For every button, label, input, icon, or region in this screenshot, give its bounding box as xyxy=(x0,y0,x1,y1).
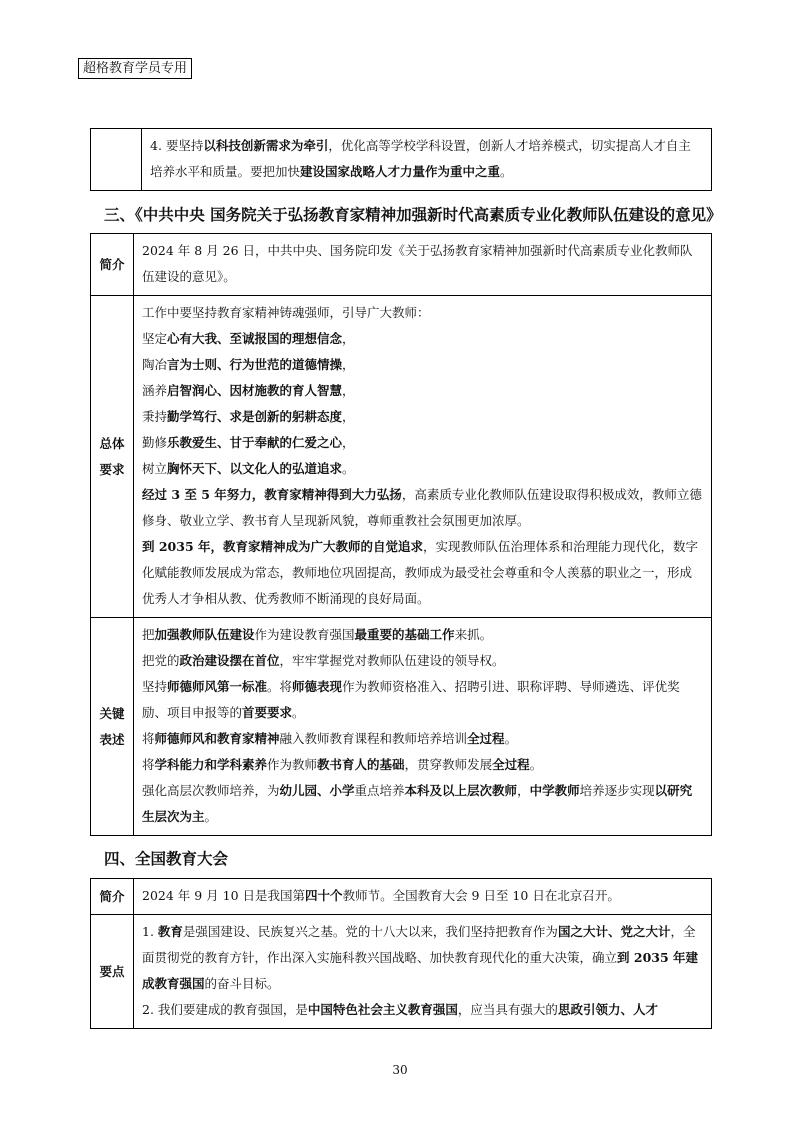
bold-text: 思政引领力、人才 xyxy=(557,1002,658,1017)
bold-text: 言为士则、行为世范的道德情操 xyxy=(167,357,343,372)
bold-text: 胸怀天下、以文化人的弘道追求 xyxy=(167,461,343,476)
text-run: 2. 我们要建成的教育强国，是 xyxy=(142,1002,308,1017)
paragraph-line xyxy=(142,648,703,674)
text-run: 融入教师教育课程和教师培养培训 xyxy=(279,731,468,746)
text-run: 重点培养 xyxy=(354,783,405,798)
bold-text: 到 2035 年，教育家精神成为广大教师的自觉追求 xyxy=(142,539,423,554)
header-tag: 超格教育学员专用 xyxy=(78,58,192,79)
text-run: 来抓。 xyxy=(454,627,493,642)
bold-text: 经过 3 至 5 年努力，教育家精神得到大力弘扬 xyxy=(142,487,402,502)
bold-text: 政治建设摆在首位 xyxy=(179,653,280,668)
paragraph-line xyxy=(142,752,703,778)
bold-text: 启智润心、因材施教的育人智慧 xyxy=(167,383,343,398)
table1-content xyxy=(142,129,712,191)
text-run: 2024 年 9 月 10 日是我国第 xyxy=(142,888,306,903)
conference-intro xyxy=(134,879,712,915)
table-education-conference xyxy=(90,878,712,1029)
key-statements xyxy=(134,618,712,836)
paragraph-line xyxy=(142,352,703,378)
bold-text: 教育 xyxy=(157,924,183,939)
row-label-overall-requirements: 总体 要求 xyxy=(91,296,134,618)
paragraph-line xyxy=(142,674,703,726)
bold-text: 四十个 xyxy=(305,888,343,903)
text-run: 培养逐步实现 xyxy=(579,783,655,798)
overall-requirements xyxy=(134,296,712,618)
bold-text: 勤学笃行、求是创新的躬耕态度 xyxy=(167,409,343,424)
text-run: 把党的 xyxy=(142,653,180,668)
table-teacher-opinion xyxy=(90,233,712,836)
text-run: 勤修 xyxy=(142,435,168,450)
text-run: 。 xyxy=(500,164,513,179)
bold-text: 全过程 xyxy=(492,757,530,772)
section-4-title: 四、全国教育大会 xyxy=(104,849,229,868)
text-run: ，高素质专业化教师队伍建设取得积极成效，教师立德修身、敬业立学、教书育人呈现新风貌，尊师重教社会氛围更加浓厚。 xyxy=(142,487,702,528)
bold-text: 教书育人的基础 xyxy=(317,757,405,772)
paragraph-line xyxy=(142,534,703,612)
text-run: ， xyxy=(342,331,355,346)
bold-text: 乐教爱生、甘于奉献的仁爱之心 xyxy=(167,435,343,450)
table-continued xyxy=(90,128,712,191)
paragraph-line xyxy=(142,482,703,534)
bold-text: 全过程 xyxy=(467,731,505,746)
paragraph-line xyxy=(142,997,703,1023)
paragraph-line xyxy=(142,456,703,482)
bold-text: 到 2035 年建成教育强国 xyxy=(142,950,699,991)
text-run: 作为教师资格准入、招聘引进、职称评聘、导师遴选、评优奖励、项目申报等的 xyxy=(142,679,680,720)
bold-text: 最重要的基础工作 xyxy=(354,627,455,642)
text-run: ， xyxy=(342,383,355,398)
paragraph-line xyxy=(142,300,703,326)
text-run: 作为教师 xyxy=(267,757,318,772)
text-run: 将 xyxy=(142,731,155,746)
bold-text: 师德师风和教育家精神 xyxy=(154,731,280,746)
row-label-key-statements: 关键 表述 xyxy=(91,618,134,836)
paragraph-line xyxy=(142,430,703,456)
text-run: 秉持 xyxy=(142,409,168,424)
text-run: 涵养 xyxy=(142,383,168,398)
paragraph-line xyxy=(142,726,703,752)
row-label-key-points: 要点 xyxy=(91,915,134,1029)
paragraph-line xyxy=(142,378,703,404)
text-run: 。 xyxy=(529,757,543,772)
intro-text: 2024 年 8 月 26 日，中共中央、国务院印发《关于弘扬教育家精神加强新时代高素质专业化教师队伍建设的意见》。 xyxy=(134,234,712,296)
text-run: ，优化高等学校学科设置，创新人才培养模式，切实提高人才自主培养水平和质量。要把加快 xyxy=(150,138,691,179)
bold-text: 建设国家战略人才力量作为重中之重 xyxy=(300,164,501,179)
text-run: ，全面贯彻党的教育方针，作出深入实施科教兴国战略、加快教育现代化的重大决策，确立 xyxy=(142,924,696,965)
text-run: 将 xyxy=(142,757,155,772)
paragraph-line xyxy=(142,404,703,430)
text-run: 。 xyxy=(292,705,305,720)
bold-text: 师德师风第一标准 xyxy=(167,679,268,694)
text-run: ，牢牢掌握党对教师队伍建设的领导权。 xyxy=(279,653,505,668)
bold-text: 师德表现 xyxy=(292,679,343,694)
paragraph-line xyxy=(142,778,703,830)
text-run: ， xyxy=(342,409,355,424)
text-run: 。 xyxy=(342,461,355,476)
text-run: 强化高层次教师培养，为 xyxy=(142,783,280,798)
text-run: ，应当具有强大的 xyxy=(457,1002,558,1017)
text-run: ，实现教师队伍治理体系和治理能力现代化，数字化赋能教师发展成为常态，教师地位巩固提高，教师成为最受社会尊重和令人羡慕的职业之一，形成优秀人才争相从教、优秀教师不断涌现的良好局面。 xyxy=(142,539,699,606)
text-run: 把 xyxy=(142,627,155,642)
text-run: 。 xyxy=(204,809,218,824)
page-number: 30 xyxy=(392,1063,408,1077)
bold-text: 中学教师 xyxy=(529,783,580,798)
text-run: ， xyxy=(342,357,355,372)
text-run: 工作中要坚持教育家精神铸魂强师，引导广大教师： xyxy=(142,305,430,320)
bold-text: 心有大我、至诚报国的理想信念 xyxy=(167,331,343,346)
bold-text: 学科能力和学科素养 xyxy=(154,757,268,772)
key-points xyxy=(134,915,712,1029)
text-run: ， xyxy=(342,435,355,450)
bold-text: 以科技创新需求为牵引 xyxy=(203,138,329,153)
text-run: 陶冶 xyxy=(142,357,168,372)
bold-text: 中国特色社会主义教育强国 xyxy=(307,1002,458,1017)
paragraph-line xyxy=(142,622,703,648)
text-run: 坚持 xyxy=(142,679,168,694)
paragraph-line xyxy=(142,919,703,997)
text-run: 教师节。全国教育大会 9 日至 10 日在北京召开。 xyxy=(342,888,620,903)
row-label-intro: 简介 xyxy=(91,234,134,296)
text-run: 树立 xyxy=(142,461,168,476)
paragraph-line xyxy=(142,326,703,352)
text-run: 的奋斗目标。 xyxy=(204,976,280,991)
bold-text: 幼儿园、小学 xyxy=(279,783,355,798)
bold-text: 首要要求 xyxy=(242,705,293,720)
text-run: 。将 xyxy=(267,679,293,694)
section-3-title: 三、《中共中央 国务院关于弘扬教育家精神加强新时代高素质专业化教师队伍建设的意见》 xyxy=(104,205,722,224)
text-run: 是强国建设、民族复兴之基。党的十八大以来，我们坚持把教育作为 xyxy=(182,924,558,939)
bold-text: 国之大计、党之大计 xyxy=(557,924,671,939)
row-label-intro-2: 简介 xyxy=(91,879,134,915)
text-run: 。 xyxy=(504,731,518,746)
table-label-empty xyxy=(91,129,142,191)
text-run: ，贯穿教师发展 xyxy=(404,757,493,772)
text-run: 坚定 xyxy=(142,331,168,346)
bold-text: 加强教师队伍建设 xyxy=(154,627,255,642)
text-run: ， xyxy=(517,783,530,798)
text-run: 4. 要坚持 xyxy=(150,138,204,153)
bold-text: 以研究生层次为主 xyxy=(142,783,693,824)
text-run: 1. xyxy=(142,924,158,939)
text-run: 作为建设教育强国 xyxy=(254,627,355,642)
bold-text: 本科及以上层次教师 xyxy=(404,783,518,798)
